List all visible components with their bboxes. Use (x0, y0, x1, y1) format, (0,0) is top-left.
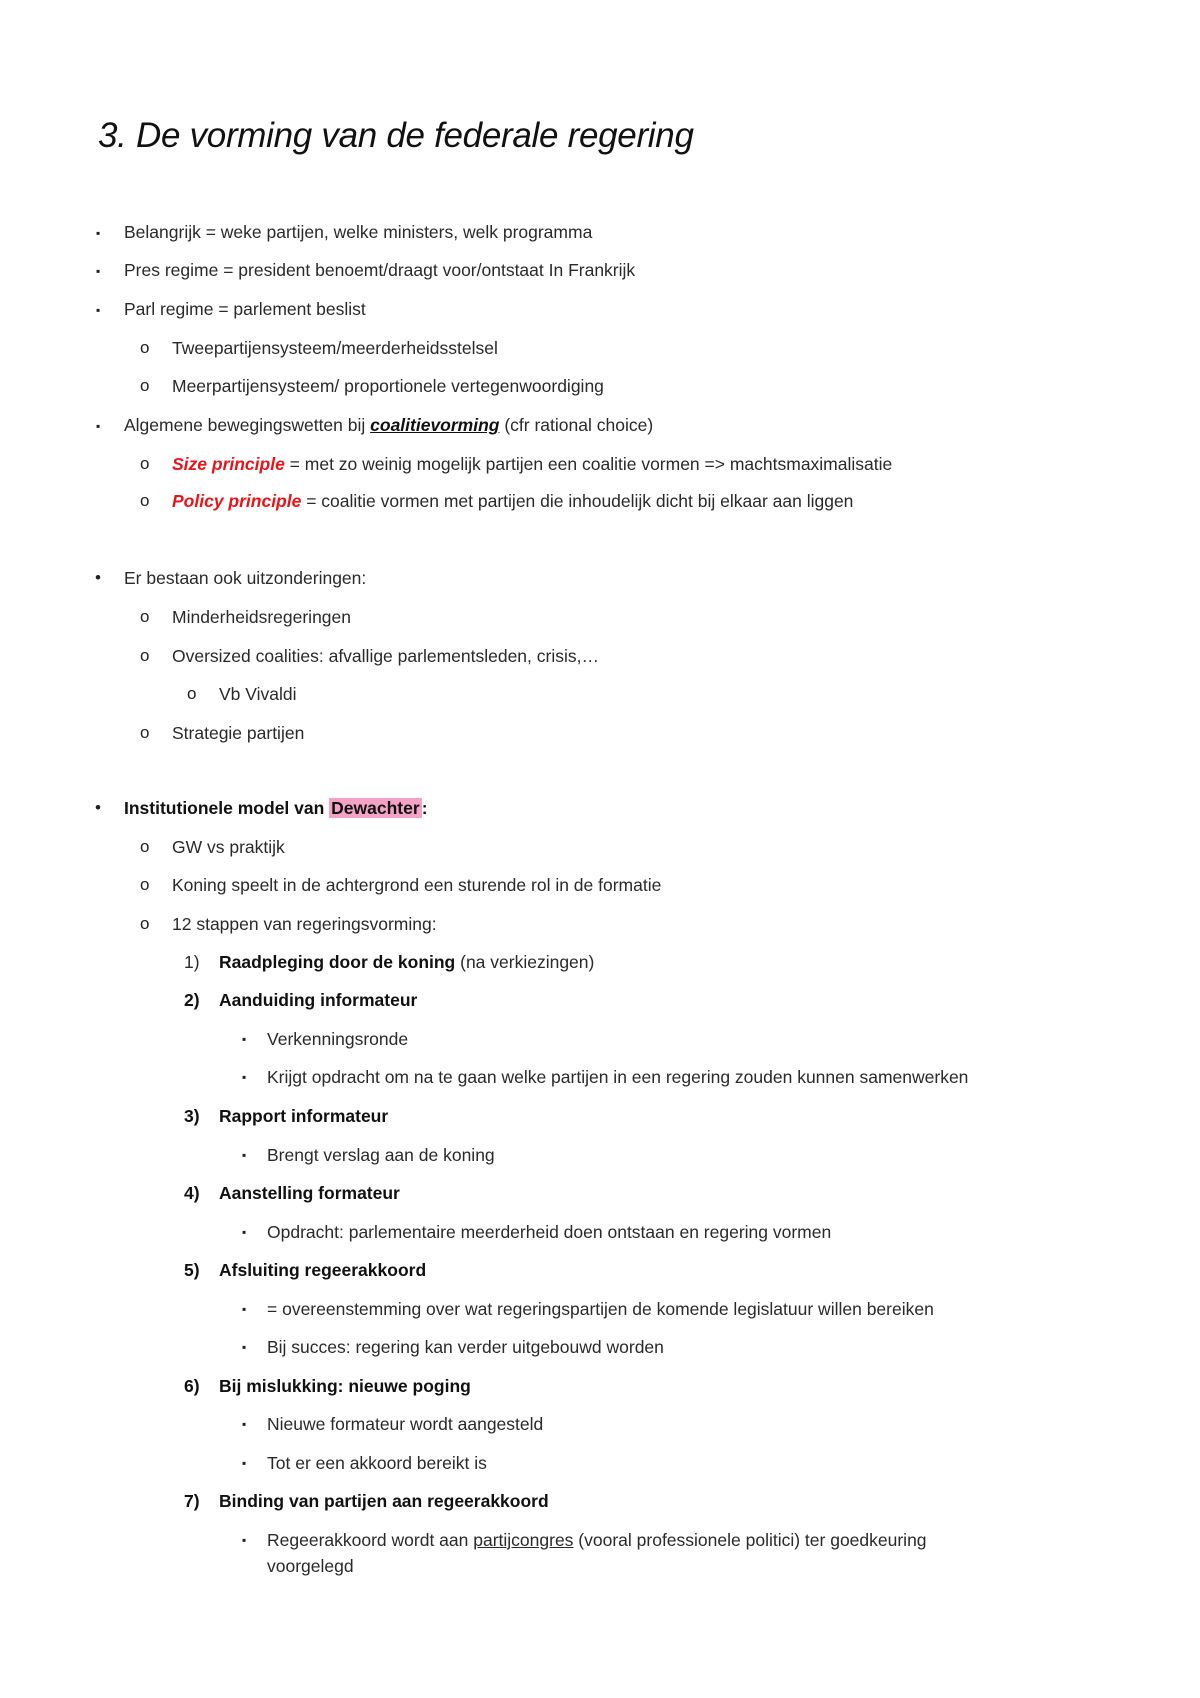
list-item: o Minderheidsregeringen (140, 607, 351, 627)
page-title: 3. De vorming van de federale regering (98, 116, 694, 155)
list-item: o Strategie partijen (140, 723, 305, 743)
list-item: o 12 stappen van regeringsvorming: (140, 914, 437, 934)
circle-bullet-icon: o (140, 914, 150, 933)
list-item: • Er bestaan ook uitzonderingen: (95, 568, 367, 588)
highlighted-text: Dewachter (331, 798, 420, 818)
list-item: ▪ Algemene bewegingswetten bij coalitievorming (cfr rational choice) (124, 413, 653, 437)
list-item: o Meerpartijensysteem/ proportionele vertegenwoordiging (140, 376, 604, 396)
square-bullet-icon: ▪ (242, 1302, 247, 1316)
red-emphasis-text: Policy principle (172, 491, 302, 511)
list-item: ▪ Pres regime = president benoemt/draagt voor/ontstaat In Frankrijk (124, 258, 635, 282)
list-item: o Tweepartijensysteem/meerderheidsstelsel (140, 338, 498, 358)
list-item: ▪ Brengt verslag aan de koning (242, 1145, 495, 1165)
circle-bullet-icon: o (140, 723, 150, 742)
bullet-icon: ▪ (96, 303, 101, 317)
square-bullet-icon: ▪ (242, 1417, 247, 1431)
circle-bullet-icon: o (140, 338, 150, 357)
square-bullet-icon: ▪ (242, 1070, 247, 1084)
circle-bullet-icon: o (187, 684, 197, 703)
circle-bullet-icon: o (140, 646, 150, 665)
circle-bullet-icon: o (140, 376, 150, 395)
circle-bullet-icon: o (140, 491, 150, 510)
list-item: ▪ Nieuwe formateur wordt aangesteld (242, 1414, 544, 1434)
square-bullet-icon: ▪ (242, 1533, 247, 1547)
list-item: ▪ = overeenstemming over wat regeringspartijen de komende legislatuur willen bereiken (242, 1299, 934, 1319)
list-item: ▪ Tot er een akkoord bereikt is (242, 1453, 487, 1473)
red-emphasis-text: Size principle (172, 454, 285, 474)
square-bullet-icon: ▪ (242, 1340, 247, 1354)
circle-bullet-icon: o (140, 607, 150, 626)
list-item: o Koning speelt in de achtergrond een sturende rol in de formatie (140, 875, 662, 895)
circle-bullet-icon: o (140, 837, 150, 856)
list-item: ▪ Regeerakkoord wordt aan partijcongres (vooral professionele politici) ter goedkeuring (242, 1530, 927, 1550)
emphasis-text: coalitievorming (370, 415, 500, 435)
list-item: ▪ Belangrijk = weke partijen, welke ministers, welk programma (124, 220, 592, 244)
square-bullet-icon: ▪ (242, 1032, 247, 1046)
square-bullet-icon: ▪ (242, 1456, 247, 1470)
bullet-icon: • (95, 568, 101, 587)
circle-bullet-icon: o (140, 454, 150, 473)
bullet-icon: • (95, 798, 101, 817)
document-page: 3. De vorming van de federale regering ▪ Belangrijk = weke partijen, welke ministers, welk programma ▪ Pres regime = president benoemt/draagt voor/ontstaat In Frankrijk ▪ Parl regime = parlement beslist o Tweepartijensysteem/meerderheidsstelsel o Meerpartijensysteem/ proportionele vertegenwoordiging ▪ Algemene bewegingswetten bij coalitievorming (cfr rational choice) o Size principle = met zo weinig mogelijk partijen een coalitie vormen => machtsmaximalisatie o Policy principle = coalitie vormen met partijen die inhoudelijk dicht bij elkaar aan liggen • Er bestaan ook uitzonderingen: o Minderheidsregeringen o Oversized coalities: afvallige parlementsleden, crisis,… o Vb Vivaldi o Strategie partijen • Institutionele model van Dewachter : o GW vs praktijk o Koning speelt in de achtergrond een sturende rol in de formatie o 12 stappen van regeringsvorming: 1) Raadpleging door de koning (na verkiezingen) 2) Aanduiding informateur ▪ Verkenningsronde ▪ Krijgt opdracht om na te gaan welke partijen in een regering zouden kunnen samenwerken 3) Rapport informateur ▪ Brengt verslag aan de koning 4) Aanstelling formateur ▪ Opdracht: parlementaire meerderheid doen ontstaan en regering vormen 5) Afsluiting regeerakkoord ▪ = overeenstemming over wat regeringspartijen de komende legislatuur willen bereiken ▪ Bij succes: regering kan verder uitgebouwd worden 6) Bij mislukking: nieuwe poging ▪ Nieuwe formateur wordt aangesteld ▪ Tot er een akkoord bereikt is 7) Binding van partijen aan regeerakkoord ▪ Regeerakkoord wordt aan partijcongres (vooral professionele politici) ter goedkeuring voorgelegd (95, 116, 969, 1576)
list-item: o Vb Vivaldi (187, 684, 297, 704)
square-bullet-icon: ▪ (242, 1225, 247, 1239)
circle-bullet-icon: o (140, 875, 150, 894)
bullet-icon: ▪ (96, 264, 101, 278)
list-item-continuation: voorgelegd (267, 1556, 354, 1576)
bullet-icon: ▪ (96, 226, 101, 240)
list-item: ▪ Verkenningsronde (242, 1029, 409, 1049)
list-item: ▪ Parl regime = parlement beslist (124, 297, 366, 321)
list-item: ▪ Krijgt opdracht om na te gaan welke partijen in een regering zouden kunnen samenwerken (242, 1067, 969, 1087)
list-item: o GW vs praktijk (140, 837, 285, 857)
square-bullet-icon: ▪ (242, 1148, 247, 1162)
underlined-text: partijcongres (473, 1530, 574, 1550)
list-item: ▪ Bij succes: regering kan verder uitgebouwd worden (242, 1337, 664, 1357)
list-item: • Institutionele model van Dewachter : (95, 798, 428, 818)
list-item: o Policy principle = coalitie vormen met partijen die inhoudelijk dicht bij elkaar aan liggen (140, 491, 854, 511)
list-item: ▪ Opdracht: parlementaire meerderheid doen ontstaan en regering vormen (242, 1222, 832, 1242)
list-item: o Size principle = met zo weinig mogelijk partijen een coalitie vormen => machtsmaximalisatie (140, 454, 893, 474)
bullet-icon: ▪ (96, 419, 101, 433)
list-item: o Oversized coalities: afvallige parlementsleden, crisis,… (140, 646, 599, 666)
